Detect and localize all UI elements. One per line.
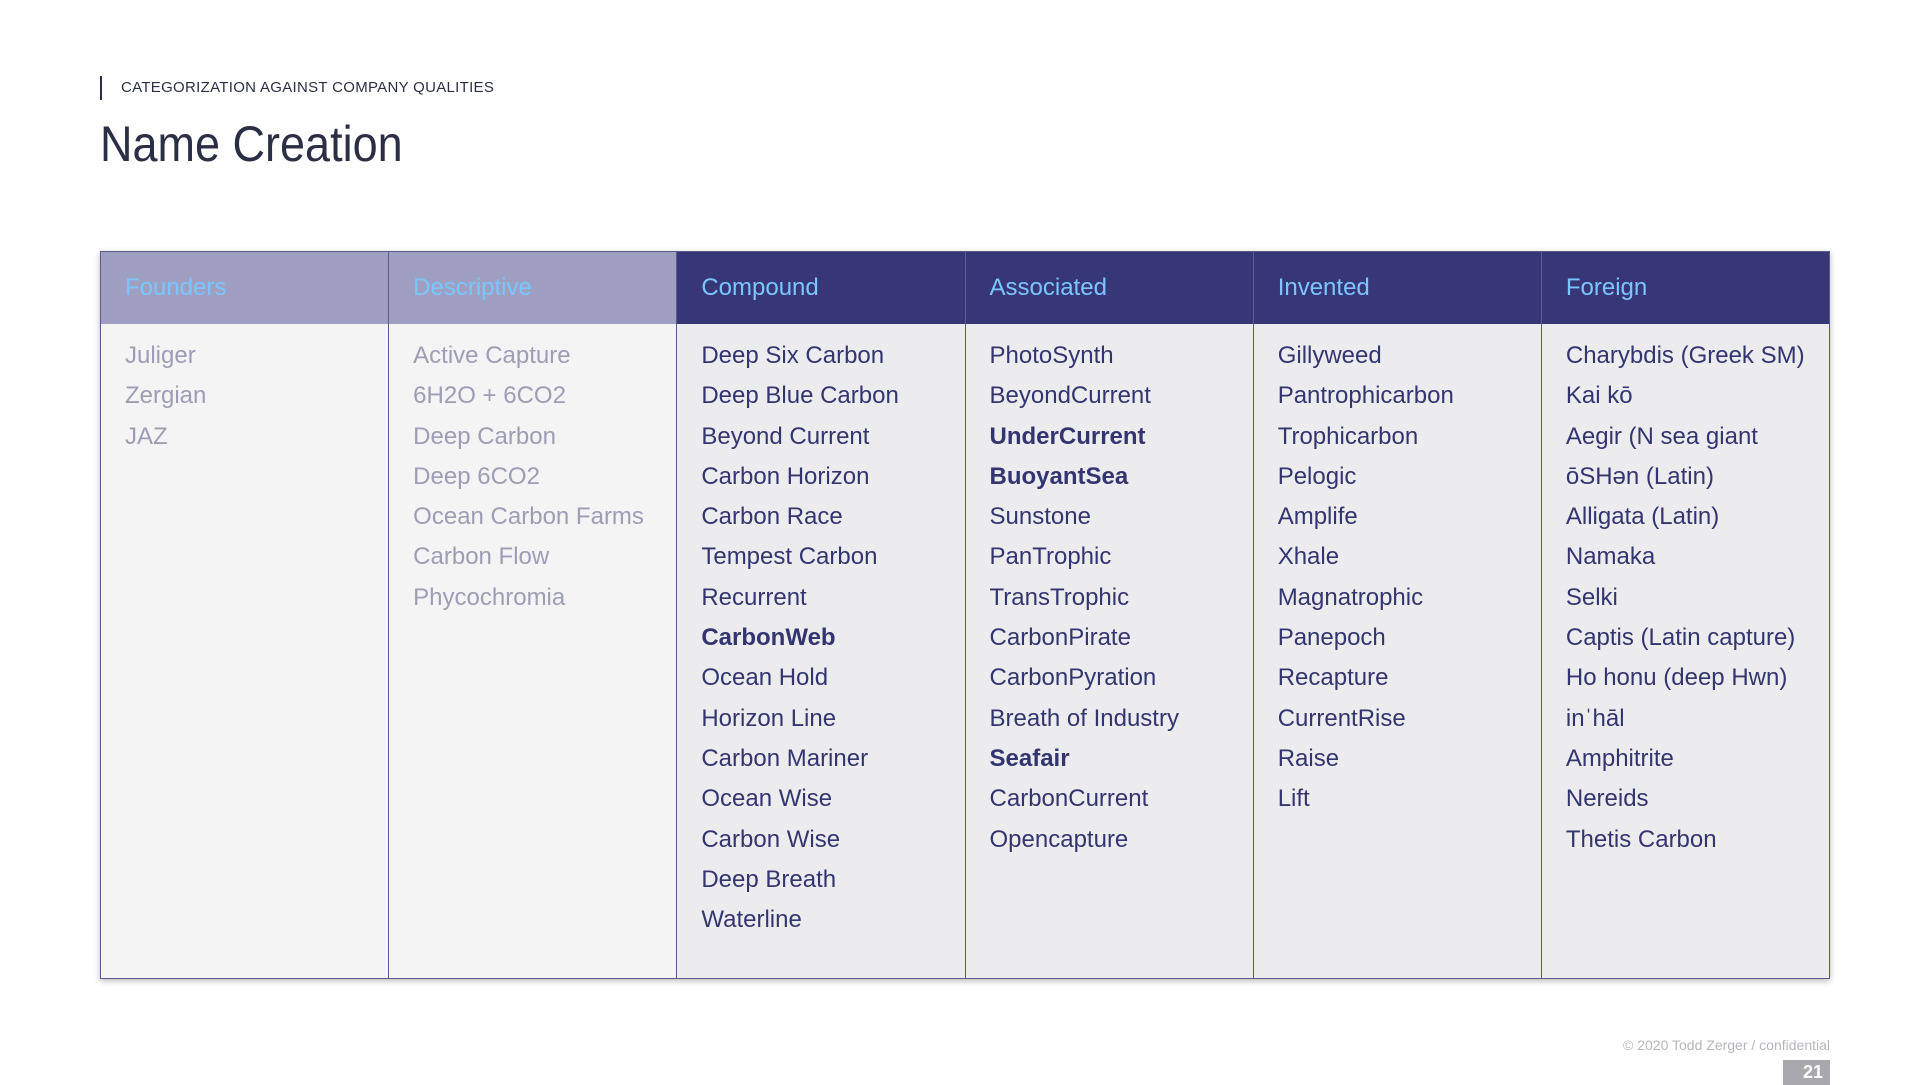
name-list-item: Kai kō — [1565, 382, 1633, 410]
name-list — [677, 324, 964, 978]
category-column-compound — [676, 252, 964, 978]
name-list-item: Charybdis (Greek SM) — [1565, 342, 1805, 369]
name-list-item: Ho honu (deep Hwn) — [1565, 664, 1788, 692]
name-list-item: Ocean Wise — [701, 785, 833, 813]
name-list-item: inˈhāl — [1565, 704, 1625, 732]
name-list-item: Active Capture — [413, 342, 571, 369]
name-list-item: Juliger — [125, 342, 196, 369]
name-list-item: Sunstone — [989, 503, 1091, 531]
name-list-item: CurrentRise — [1277, 704, 1406, 732]
name-list-item: Nereids — [1565, 785, 1649, 813]
name-list-item: Horizon Line — [701, 704, 837, 732]
name-list-item: Deep Breath — [701, 865, 837, 893]
category-column-descriptive — [388, 252, 676, 978]
name-list-item: Lift — [1277, 785, 1310, 813]
name-list-item: Deep 6CO2 — [413, 462, 540, 490]
name-list-item: Amphitrite — [1565, 744, 1674, 772]
name-list-item: TransTrophic — [989, 583, 1130, 611]
name-list — [966, 324, 1253, 978]
name-list-item: PanTrophic — [989, 543, 1112, 571]
name-list-item: BuoyantSea — [989, 462, 1129, 490]
name-list-item: 6H2O + 6CO2 — [413, 382, 566, 410]
name-list-item: ōSHən (Latin) — [1565, 462, 1714, 490]
category-column-founders — [101, 252, 388, 978]
name-list — [1254, 324, 1541, 978]
name-list-item: Captis (Latin capture) — [1565, 624, 1796, 652]
name-list-item: Gillyweed — [1277, 342, 1382, 369]
name-list-item: Breath of Industry — [989, 704, 1179, 732]
name-list-item: Alligata (Latin) — [1565, 503, 1720, 531]
name-list-item: CarbonWeb — [701, 624, 836, 652]
category-column-associated — [965, 252, 1253, 978]
name-list-item: Ocean Carbon Farms — [413, 503, 644, 531]
column-header: Compound — [677, 252, 964, 324]
name-list-item: BeyondCurrent — [989, 382, 1151, 410]
name-list-item: Deep Carbon — [413, 422, 556, 450]
name-list-item: CarbonCurrent — [989, 785, 1149, 813]
name-list-item: Phycochromia — [413, 583, 566, 611]
column-header: Descriptive — [389, 252, 676, 324]
name-list-item: Namaka — [1565, 543, 1656, 571]
name-list-item: Pelogic — [1277, 462, 1357, 490]
name-list-item: Xhale — [1277, 543, 1340, 571]
name-list-item: Selki — [1565, 583, 1618, 611]
name-list-item: Pantrophicarbon — [1277, 382, 1454, 410]
name-list-item: Carbon Wise — [701, 825, 841, 853]
name-list-item: CarbonPyration — [989, 664, 1157, 692]
name-list-item: JAZ — [125, 422, 168, 450]
name-list-item: UnderCurrent — [989, 422, 1146, 450]
name-list-item: Trophicarbon — [1277, 422, 1419, 450]
name-list-item: PhotoSynth — [989, 342, 1114, 369]
name-list-item: Magnatrophic — [1277, 583, 1424, 611]
page-number: 21 — [1783, 1060, 1830, 1085]
name-list-item: Raise — [1277, 744, 1340, 772]
name-list-item: Carbon Race — [701, 503, 843, 531]
name-list — [101, 324, 388, 978]
name-list-item: Ocean Hold — [701, 664, 829, 692]
column-header: Founders — [101, 252, 388, 324]
page-title: Name Creation — [100, 116, 403, 172]
category-column-foreign — [1541, 252, 1829, 978]
column-header: Associated — [966, 252, 1253, 324]
name-list-item: Panepoch — [1277, 624, 1386, 652]
copyright-notice: © 2020 Todd Zerger / confidential — [1623, 1037, 1830, 1053]
name-list-item: Carbon Horizon — [701, 462, 870, 490]
name-categories-table — [100, 251, 1830, 979]
name-list-item: Carbon Flow — [413, 543, 550, 571]
name-list-item: Deep Six Carbon — [701, 342, 885, 369]
name-list-item: Aegir (N sea giant — [1565, 422, 1758, 450]
category-column-invented — [1253, 252, 1541, 978]
name-list-item: Recurrent — [701, 583, 807, 611]
section-eyebrow: CATEGORIZATION AGAINST COMPANY QUALITIES — [100, 76, 494, 100]
column-header: Foreign — [1542, 252, 1829, 324]
name-list-item: Opencapture — [989, 825, 1129, 853]
name-list-item: Deep Blue Carbon — [701, 382, 899, 410]
name-list — [1542, 324, 1829, 978]
name-list-item: CarbonPirate — [989, 624, 1131, 652]
name-list-item: Waterline — [701, 906, 802, 934]
name-list-item: Recapture — [1277, 664, 1389, 692]
name-list-item: Carbon Mariner — [701, 744, 869, 772]
name-list-item: Zergian — [125, 382, 207, 410]
column-header: Invented — [1254, 252, 1541, 324]
name-list-item: Beyond Current — [701, 422, 870, 450]
name-list-item: Tempest Carbon — [701, 543, 878, 571]
name-list-item: Thetis Carbon — [1565, 825, 1717, 853]
name-list-item: Amplife — [1277, 503, 1358, 531]
name-list — [389, 324, 676, 978]
name-list-item: Seafair — [989, 744, 1070, 772]
